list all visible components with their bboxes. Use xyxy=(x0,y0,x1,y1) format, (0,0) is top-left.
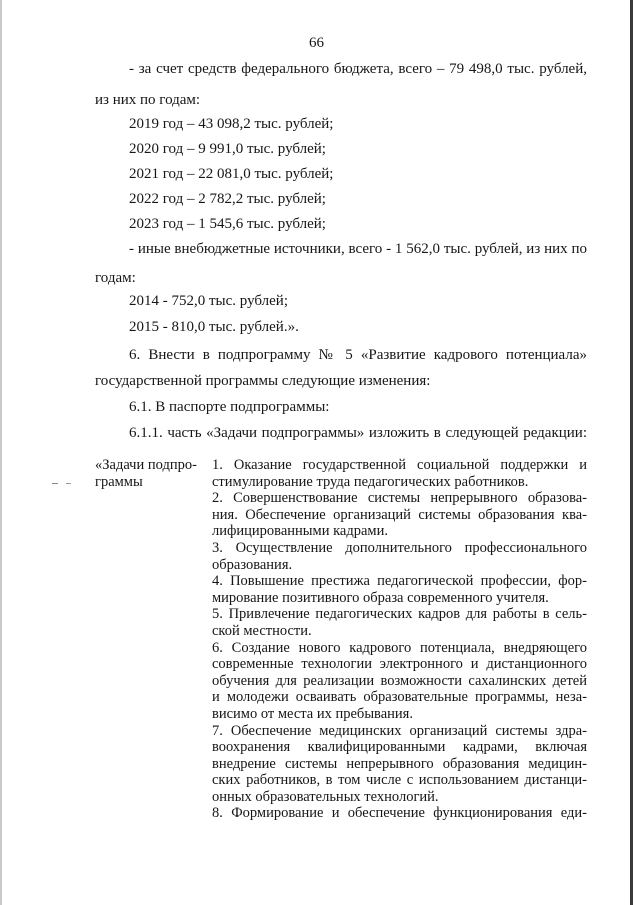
year-2019-line: 2019 год – 43 098,2 тыс. рублей; xyxy=(129,116,334,132)
task-text-line: 7. Обеспечение медицинских организаций системы здра- xyxy=(212,722,587,739)
task-text-line: 4. Повышение престижа педагогической профессии, фор- xyxy=(212,573,587,590)
tasks-label-cell xyxy=(95,457,207,490)
other-sources-line-1: - иные внебюджетные источники, всего - 1 562,0 тыс. рублей, из них по xyxy=(129,241,587,257)
task-text-line: стимулирование труда педагогических работников. xyxy=(212,473,529,490)
tasks-content-cell xyxy=(212,457,587,822)
task-text-line: ния. Обеспечение организаций системы образования ква- xyxy=(212,506,587,523)
tasks-label-line: граммы xyxy=(95,473,143,490)
task-text-line: 2. Совершенствование системы непрерывного образова- xyxy=(212,490,587,507)
item-6-1-1-line: 6.1.1. часть «Задачи подпрограммы» изложить в следующей редакции: xyxy=(129,425,587,441)
task-text-line: 1. Оказание государственной социальной поддержки и xyxy=(212,457,587,473)
item-6-1-line: 6.1. В паспорте подпрограммы: xyxy=(129,399,330,415)
federal-budget-line-2: из них по годам: xyxy=(95,92,201,108)
task-text-line: современные технологии электронного и дистанционного xyxy=(212,656,587,673)
scan-mark xyxy=(52,483,58,484)
task-text-line: образования. xyxy=(212,556,293,573)
task-text-line: 3. Осуществление дополнительного профессионального xyxy=(212,539,587,556)
item-6-line-2: государственной программы следующие изменения: xyxy=(95,373,431,389)
other-sources-line-2: годам: xyxy=(95,270,136,286)
page-number: 66 xyxy=(309,35,324,51)
year-2020-line: 2020 год – 9 991,0 тыс. рублей; xyxy=(129,141,326,157)
federal-budget-line-1: - за счет средств федерального бюджета, всего – 79 498,0 тыс. рублей, xyxy=(129,61,587,77)
task-text-line: 5. Привлечение педагогических кадров для работы в сель- xyxy=(212,606,587,623)
task-text-line: внедрение системы непрерывного образования медицин- xyxy=(212,755,587,772)
task-text-line: 6. Создание нового кадрового потенциала, внедряющего xyxy=(212,639,587,656)
year-2015-line: 2015 - 810,0 тыс. рублей.». xyxy=(129,319,299,335)
year-2022-line: 2022 год – 2 782,2 тыс. рублей; xyxy=(129,191,326,207)
item-6-line-1: 6. Внести в подпрограмму № 5 «Развитие кадрового потенциала» xyxy=(129,347,587,363)
tasks-label-line: «Задачи подпро- xyxy=(95,457,197,473)
task-text-line: ских работников, в том числе с использованием дистанци- xyxy=(212,772,587,789)
task-text-line: лифицированными кадрами. xyxy=(212,523,388,540)
task-text-line: и молодежи осваивать образовательные программы, неза- xyxy=(212,689,587,706)
task-text-line: обучения для реализации возможности сахалинских детей xyxy=(212,672,587,689)
year-2014-line: 2014 - 752,0 тыс. рублей; xyxy=(129,293,288,309)
task-text-line: онных образовательных технологий. xyxy=(212,788,439,805)
year-2023-line: 2023 год – 1 545,6 тыс. рублей; xyxy=(129,216,326,232)
task-text-line: воохранения квалифицированными кадрами, включая xyxy=(212,739,587,756)
task-text-line: 8. Формирование и обеспечение функционирования еди- xyxy=(212,805,587,822)
scan-mark xyxy=(66,483,71,484)
task-text-line: висимо от места их пребывания. xyxy=(212,705,413,722)
scan-edge-left xyxy=(0,0,2,905)
task-text-line: ской местности. xyxy=(212,622,312,639)
year-2021-line: 2021 год – 22 081,0 тыс. рублей; xyxy=(129,166,334,182)
task-text-line: мирование позитивного образа современного учителя. xyxy=(212,589,549,606)
